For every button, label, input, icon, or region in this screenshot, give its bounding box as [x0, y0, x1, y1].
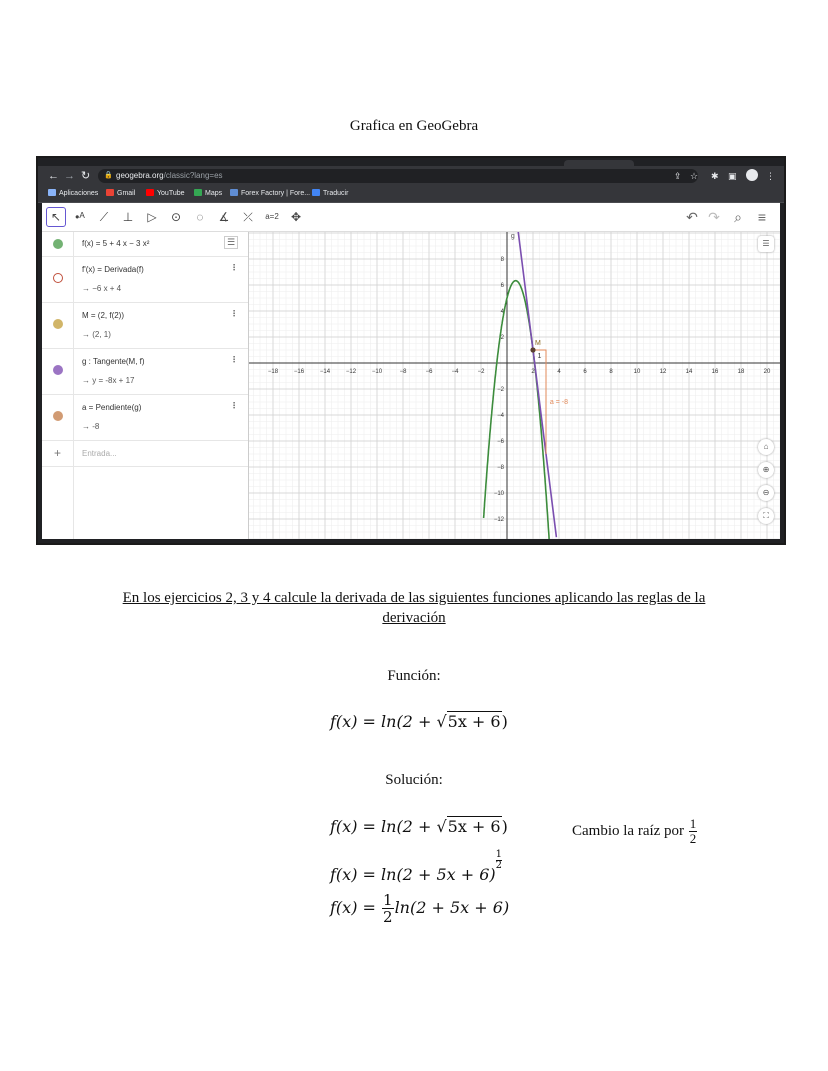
y-tick-label: 6 — [500, 283, 504, 289]
polygon-tool-icon[interactable]: ▷ — [147, 210, 157, 224]
x-tick-label: −8 — [399, 369, 407, 375]
forex-icon — [230, 189, 238, 196]
algebra-row-f[interactable] — [42, 232, 248, 257]
extensions-icon[interactable]: ✱ — [711, 171, 719, 181]
algebra-row-derivative[interactable] — [42, 256, 248, 303]
move-view-tool-icon[interactable]: ✥ — [290, 210, 302, 224]
x-tick-label: 20 — [763, 369, 771, 375]
funcion-label: Función: — [387, 668, 441, 684]
row-definition: f(x) = 5 + 4 x − 3 x² — [82, 239, 150, 248]
visibility-toggle[interactable] — [53, 273, 63, 283]
share-icon[interactable]: ⇪ — [674, 171, 682, 181]
algebra-row-slope[interactable] — [42, 394, 248, 441]
star-icon[interactable]: ☆ — [690, 171, 699, 181]
bookmark-forex[interactable]: Forex Factory | Fore... — [230, 189, 310, 199]
gmail-icon — [106, 189, 114, 196]
search-icon[interactable]: ⌕ — [734, 209, 742, 225]
algebra-view — [42, 232, 249, 539]
graphics-view[interactable] — [249, 232, 780, 539]
row-menu-icon[interactable]: ⋮ — [230, 355, 238, 364]
x-tick-label: −2 — [477, 369, 485, 375]
maps-icon — [194, 189, 202, 196]
x-tick-label: 18 — [737, 369, 745, 375]
algebra-settings-icon[interactable]: ☰ — [224, 236, 238, 249]
graph-canvas[interactable] — [249, 232, 780, 539]
url-host: geogebra.org — [116, 171, 164, 180]
bookmark-youtube[interactable]: YouTube — [146, 189, 185, 199]
y-tick-label: −12 — [493, 517, 504, 523]
slope-run-label: 1 — [537, 353, 542, 360]
step-note: Cambio la raíz por $\frac{1}{2}$ — [572, 816, 697, 846]
visibility-toggle[interactable] — [53, 319, 63, 329]
x-tick-label: 12 — [659, 369, 667, 375]
row-value: → y = -8x + 17 — [82, 376, 135, 385]
undo-icon[interactable]: ↶ — [686, 209, 698, 225]
algebra-input-row[interactable] — [42, 440, 248, 467]
bookmarks-bar — [38, 186, 784, 203]
fullscreen-icon[interactable]: ⛶ — [758, 508, 774, 524]
forward-icon[interactable]: → — [64, 170, 75, 182]
bookmark-traducir[interactable]: Traducir — [312, 189, 348, 199]
geogebra-screenshot — [38, 158, 784, 543]
slope-label: a = -8 — [549, 399, 569, 406]
y-tick-label: 2 — [500, 335, 504, 341]
page-title: Grafica en GeoGebra — [349, 118, 479, 134]
algebra-row-point[interactable] — [42, 302, 248, 349]
graphics-style-icon[interactable]: ☰ — [758, 236, 774, 252]
point-m-label: M — [535, 340, 541, 347]
x-tick-label: −12 — [345, 369, 357, 375]
tangent-line — [512, 232, 556, 537]
one-half-fraction: $\frac{1}{2}$ — [689, 816, 697, 846]
reload-icon[interactable]: ↻ — [81, 170, 91, 182]
zoom-out-icon[interactable]: ⊖ — [758, 485, 774, 501]
translate-icon — [312, 189, 320, 196]
x-tick-label: −18 — [267, 369, 279, 375]
function-equation: f(x) = ln(2 + √5x + 6) — [330, 712, 508, 731]
add-icon[interactable]: + — [54, 446, 62, 460]
y-tick-label: −8 — [497, 465, 504, 471]
browser-toolbar — [38, 166, 784, 186]
x-tick-label: 16 — [711, 369, 719, 375]
bookmark-maps[interactable]: Maps — [194, 189, 222, 199]
lock-icon: 🔒 — [104, 172, 113, 179]
row-value: → -8 — [82, 422, 100, 431]
circle-tool-icon[interactable]: ⊙ — [170, 210, 182, 224]
row-definition: M = (2, f(2)) — [82, 311, 125, 320]
bookmark-gmail[interactable]: Gmail — [106, 189, 135, 199]
solucion-label: Solución: — [385, 772, 443, 788]
y-tick-label: −4 — [497, 413, 504, 419]
perpendicular-tool-icon[interactable]: ⊥ — [122, 210, 134, 224]
youtube-icon — [146, 189, 154, 196]
x-tick-label: 10 — [633, 369, 641, 375]
x-tick-label: −6 — [425, 369, 433, 375]
exponent-one-half: $\frac{1}{2}$ — [495, 849, 503, 871]
point-m — [530, 347, 535, 352]
x-tick-label: −4 — [451, 369, 459, 375]
exercise-heading: En los ejercicios 2, 3 y 4 calcule la derivada de las siguientes funciones aplicando las reglas de la derivación — [122, 590, 706, 626]
back-icon[interactable]: ← — [48, 170, 59, 182]
solution-step-2: f(x) = ln(2 + 5x + 6) $\frac{1}{2}$ — [330, 849, 503, 884]
conic-tool-icon[interactable]: ◌ — [196, 210, 204, 224]
input-bar[interactable]: Entrada... — [82, 449, 117, 458]
x-tick-label: 6 — [583, 369, 587, 375]
line-tool-icon[interactable]: ⟋ — [99, 210, 109, 224]
x-tick-label: 8 — [609, 369, 613, 375]
menu-kebab-icon[interactable]: ⋮ — [766, 171, 775, 181]
solution-step-1: f(x) = ln(2 + √5x + 6) — [330, 817, 508, 836]
geogebra-app — [42, 203, 780, 539]
x-tick-label: 2 — [531, 369, 535, 375]
row-definition: f'(x) = Derivada(f) — [82, 265, 144, 274]
move-tool-icon[interactable]: ↖ — [46, 207, 66, 227]
y-tick-label: 8 — [500, 257, 504, 263]
point-tool-icon[interactable]: •ᴬ — [75, 210, 85, 224]
url-path: /classic?lang=es — [163, 171, 223, 180]
x-tick-label: 14 — [685, 369, 693, 375]
address-bar[interactable] — [98, 169, 698, 183]
bookmark-apps[interactable]: Aplicaciones — [48, 189, 98, 199]
row-definition: a = Pendiente(g) — [82, 403, 142, 412]
zoom-in-icon[interactable]: ⊕ — [758, 462, 774, 478]
redo-icon[interactable]: ↷ — [708, 209, 720, 225]
y-tick-label: −10 — [493, 491, 504, 497]
row-value: → (2, 1) — [82, 330, 111, 339]
y-tick-label: −6 — [497, 439, 504, 445]
algebra-row-tangent[interactable] — [42, 348, 248, 395]
row-menu-icon[interactable]: ⋮ — [230, 309, 238, 318]
home-icon[interactable]: ⌂ — [758, 439, 774, 455]
y-tick-label: 4 — [500, 309, 504, 315]
x-tick-label: 4 — [557, 369, 561, 375]
angle-tool-icon[interactable]: ∡ — [218, 210, 230, 224]
visibility-toggle[interactable] — [53, 411, 63, 421]
coefficient-one-half: $\frac{1}{2}$ — [383, 891, 393, 926]
tangent-label: g — [510, 233, 515, 241]
profile-avatar[interactable] — [746, 169, 758, 181]
x-tick-label: −14 — [319, 369, 331, 375]
row-definition: g : Tangente(M, f) — [82, 357, 145, 366]
reflect-tool-icon[interactable]: ⤫ — [243, 210, 253, 224]
row-menu-icon[interactable]: ⋮ — [230, 263, 238, 272]
tab-strip — [38, 158, 784, 166]
visibility-toggle[interactable] — [53, 239, 63, 249]
sidepanel-icon[interactable]: ▣ — [728, 171, 737, 181]
solution-step-3: f(x) = $\frac{1}{2}$ ln(2 + 5x + 6) — [330, 891, 510, 926]
menu-icon[interactable]: ≡ — [757, 209, 767, 225]
geogebra-toolbar — [42, 203, 780, 232]
y-tick-label: −2 — [497, 387, 504, 393]
visibility-toggle[interactable] — [53, 365, 63, 375]
x-tick-label: −10 — [371, 369, 383, 375]
slider-tool-icon[interactable]: a=2 — [265, 212, 279, 221]
row-value: → −6 x + 4 — [82, 284, 122, 293]
row-menu-icon[interactable]: ⋮ — [230, 401, 238, 410]
x-tick-label: −16 — [293, 369, 305, 375]
apps-icon — [48, 189, 56, 196]
